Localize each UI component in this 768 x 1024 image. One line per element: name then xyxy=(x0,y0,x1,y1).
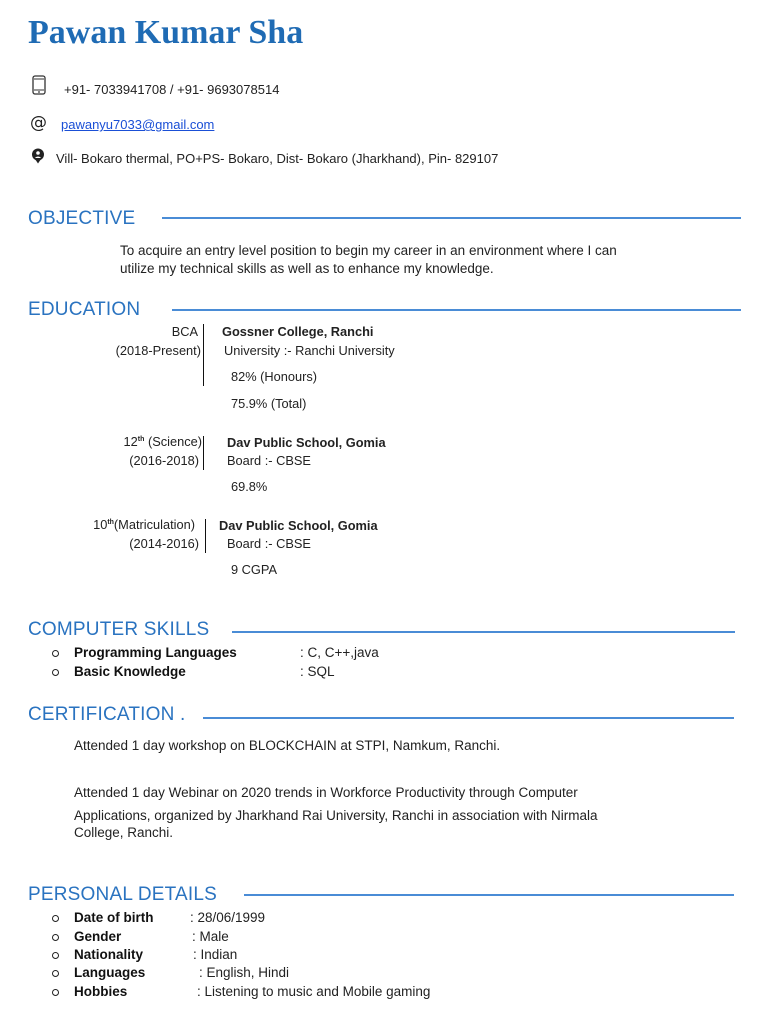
bullet xyxy=(52,669,59,676)
twelfth-school: Dav Public School, Gomia xyxy=(227,435,386,450)
phone-number: +91- 7033941708 / +91- 9693078514 xyxy=(64,82,280,97)
twelfth-board: Board :- CBSE xyxy=(227,453,311,468)
at-sign-icon: @ xyxy=(30,113,47,133)
address: Vill- Bokaro thermal, PO+PS- Bokaro, Dist- Bokaro (Jharkhand), Pin- 829107 xyxy=(56,151,499,166)
personal-value: : Listening to music and Mobile gaming xyxy=(197,984,431,999)
twelfth-class: 12th (Science) xyxy=(123,434,202,449)
personal-label: Languages xyxy=(74,965,146,980)
personal-label: Nationality xyxy=(74,947,144,962)
skill-label: Basic Knowledge xyxy=(74,664,186,679)
certification-item-2-line-3: College, Ranchi. xyxy=(74,825,174,840)
personal-title: PERSONAL DETAILS xyxy=(28,884,218,905)
objective-title: OBJECTIVE xyxy=(28,208,136,229)
tenth-board: Board :- CBSE xyxy=(227,536,311,551)
personal-value: : Indian xyxy=(193,947,238,962)
bca-divider xyxy=(203,324,204,386)
tenth-years: (2014-2016) xyxy=(129,536,199,551)
twelfth-divider xyxy=(203,436,204,470)
personal-label: Hobbies xyxy=(74,984,128,999)
email-link[interactable]: pawanyu7033@gmail.com xyxy=(61,117,215,132)
personal-label: Gender xyxy=(74,929,122,944)
objective-line-2: utilize my technical skills as well as to enhance my knowledge. xyxy=(120,261,494,276)
skill-value: : C, C++,java xyxy=(300,645,379,660)
bca-university: University :- Ranchi University xyxy=(224,343,395,358)
twelfth-years: (2016-2018) xyxy=(129,453,199,468)
location-pin-icon xyxy=(31,148,45,164)
resume-name: Pawan Kumar Sha xyxy=(28,14,304,51)
personal-rule xyxy=(244,894,734,896)
mobile-phone-icon xyxy=(32,75,46,95)
skills-title: COMPUTER SKILLS xyxy=(28,619,210,640)
bca-college: Gossner College, Ranchi xyxy=(222,324,374,339)
bca-years: (2018-Present) xyxy=(115,343,201,358)
bullet xyxy=(52,915,59,922)
bullet xyxy=(52,650,59,657)
bullet xyxy=(52,970,59,977)
bullet xyxy=(52,989,59,996)
personal-label: Date of birth xyxy=(74,910,154,925)
certification-rule xyxy=(203,717,734,719)
skill-label: Programming Languages xyxy=(74,645,237,660)
skills-rule xyxy=(232,631,735,633)
tenth-score: 9 CGPA xyxy=(231,562,277,577)
tenth-class: 10th(Matriculation) xyxy=(93,517,195,532)
personal-value: : Male xyxy=(192,929,229,944)
personal-value: : 28/06/1999 xyxy=(190,910,266,925)
education-title: EDUCATION xyxy=(28,299,141,320)
certification-item-2-line-1: Attended 1 day Webinar on 2020 trends in Workforce Productivity through Computer xyxy=(74,785,578,800)
twelfth-score: 69.8% xyxy=(231,479,268,494)
tenth-school: Dav Public School, Gomia xyxy=(219,518,378,533)
skill-value: : SQL xyxy=(300,664,335,679)
objective-line-1: To acquire an entry level position to begin my career in an environment where I can xyxy=(120,243,617,258)
objective-rule xyxy=(162,217,741,219)
tenth-divider xyxy=(205,519,206,553)
certification-item-2-line-2: Applications, organized by Jharkhand Rai University, Ranchi in association with Nirmala xyxy=(74,808,598,823)
bullet xyxy=(52,934,59,941)
bullet xyxy=(52,952,59,959)
bca-degree: BCA xyxy=(171,324,198,339)
personal-value: : English, Hindi xyxy=(199,965,290,980)
education-rule xyxy=(172,309,741,311)
certification-title: CERTIFICATION . xyxy=(28,704,186,725)
bca-honours: 82% (Honours) xyxy=(231,369,318,384)
certification-item-1: Attended 1 day workshop on BLOCKCHAIN at STPI, Namkum, Ranchi. xyxy=(74,738,501,753)
bca-total: 75.9% (Total) xyxy=(231,396,307,411)
